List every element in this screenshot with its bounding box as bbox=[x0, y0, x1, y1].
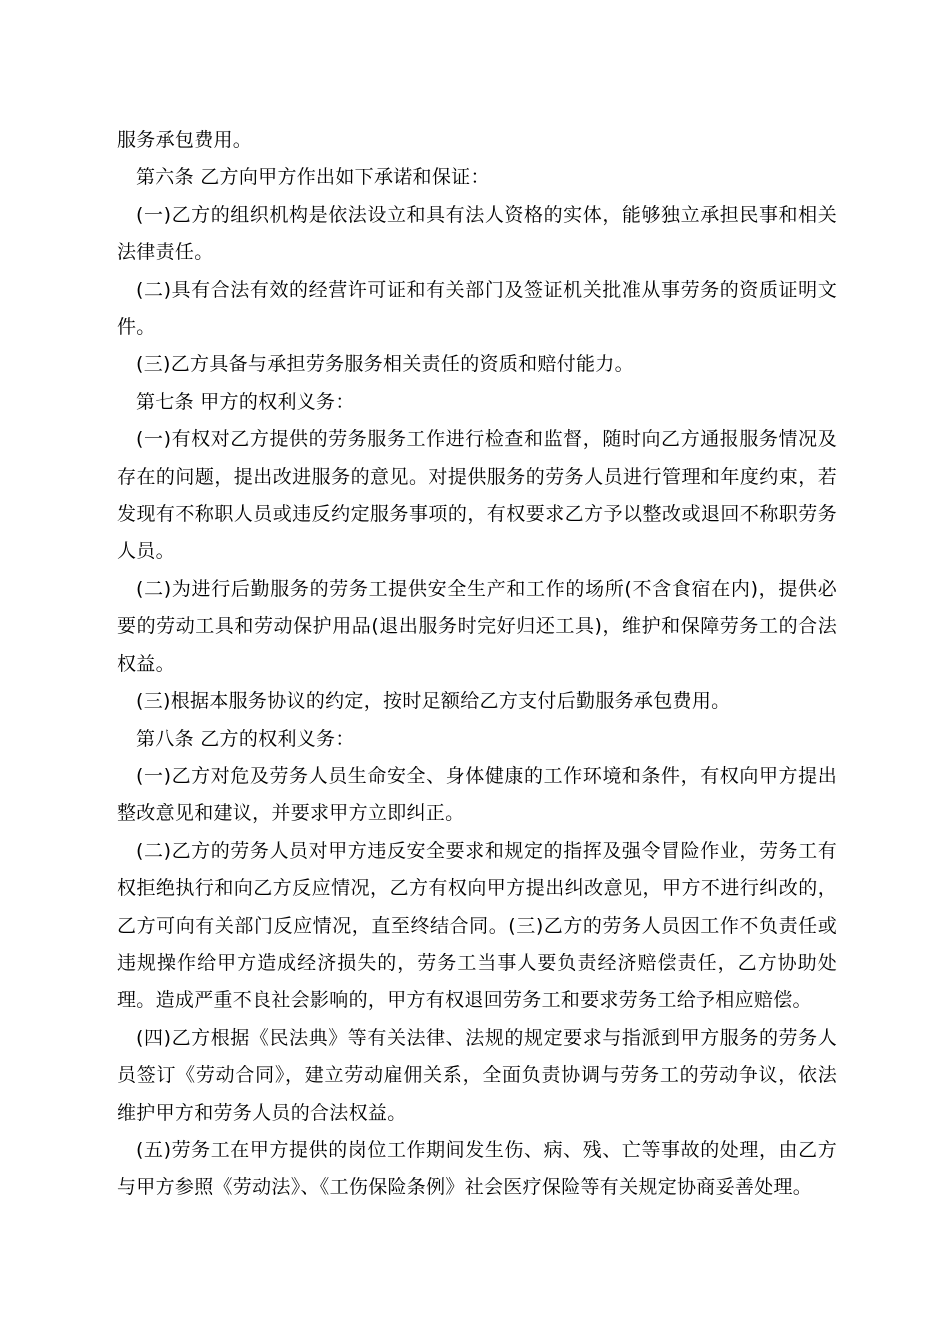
article-7-heading: 第七条 甲方的权利义务： bbox=[136, 390, 355, 413]
article-6-item-1: (一)乙方的组织机构是依法设立和具有法人资格的实体，能够独立承担民事和相关法律责任。 bbox=[117, 203, 837, 264]
article-7-item-1: (一)有权对乙方提供的劳务服务工作进行检查和监督，随时向乙方通报服务情况及存在的问题，提出改进服务的意见。对提供服务的劳务人员进行管理和年度约束，若发现有不称职人员或违反约定服务事项的，有权要求乙方予以整改或退回不称职劳务人员。 bbox=[117, 428, 837, 563]
document-body bbox=[117, 122, 837, 1207]
article-8-item-5: (五)劳务工在甲方提供的岗位工作期间发生伤、病、残、亡等事故的处理，由乙方与甲方参照《劳动法》、《工伤保险条例》社会医疗保险等有关规定协商妥善处理。 bbox=[117, 1138, 837, 1199]
article-8-item-4: (四)乙方根据《民法典》等有关法律、法规的规定要求与指派到甲方服务的劳务人员签订《劳动合同》，建立劳动雇佣关系，全面负责协调与劳务工的劳动争议，依法维护甲方和劳务人员的合法权益。 bbox=[117, 1026, 837, 1124]
article-6-item-3: (三)乙方具备与承担劳务服务相关责任的资质和赔付能力。 bbox=[136, 353, 634, 376]
article-6-heading: 第六条 乙方向甲方作出如下承诺和保证： bbox=[136, 166, 490, 189]
article-7-item-3: (三)根据本服务协议的约定，按时足额给乙方支付后勤服务承包费用。 bbox=[136, 690, 731, 713]
article-8-heading: 第八条 乙方的权利义务： bbox=[136, 727, 355, 750]
article-8-item-1: (一)乙方对危及劳务人员生命安全、身体健康的工作环境和条件，有权向甲方提出整改意见和建议，并要求甲方立即纠正。 bbox=[117, 764, 837, 825]
article-7-item-2: (二)为进行后勤服务的劳务工提供安全生产和工作的场所(不含食宿在内)，提供必要的劳动工具和劳动保护用品(退出服务时完好归还工具)，维护和保障劳务工的合法权益。 bbox=[117, 577, 837, 675]
article-8-item-2: (二)乙方的劳务人员对甲方违反安全要求和规定的指挥及强令冒险作业，劳务工有权拒绝执行和向乙方反应情况，乙方有权向甲方提出纠改意见，甲方不进行纠改的，乙方可向有关部门反应情况，直至终结合同。(三)乙方的劳务人员因工作不负责任或违规操作给甲方造成经济损失的，劳务工当事人要负责经济赔偿责任，乙方协助处理。造成严重不良社会影响的，甲方有权退回劳务工和要求劳务工给予相应赔偿。 bbox=[117, 839, 837, 1012]
paragraph-fee-continuation: 服务承包费用。 bbox=[117, 129, 253, 151]
article-6-item-2: (二)具有合法有效的经营许可证和有关部门及签证机关批准从事劳务的资质证明文件。 bbox=[117, 278, 837, 339]
